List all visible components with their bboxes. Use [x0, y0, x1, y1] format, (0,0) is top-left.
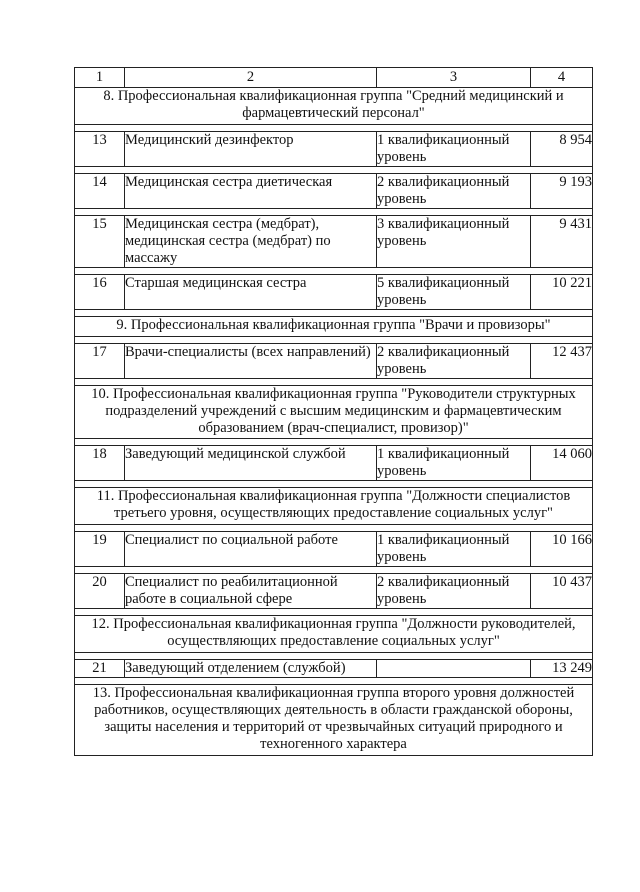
group-heading: 8. Профессиональная квалификационная группа "Средний медицинский и фармацевтический персонал": [75, 88, 593, 125]
qualification-level: 5 квалификационный уровень: [377, 275, 531, 310]
row-number: 19: [75, 532, 125, 567]
group-row: [75, 488, 593, 525]
qualification-level: 2 квалификационный уровень: [377, 574, 531, 609]
salary-value: 8 954: [531, 132, 593, 167]
row-number: 15: [75, 216, 125, 268]
table-row: [75, 275, 593, 310]
salary-value: 12 437: [531, 344, 593, 379]
table-row: [75, 574, 593, 609]
position-name: Старшая медицинская сестра: [125, 275, 377, 310]
salary-value: 9 193: [531, 174, 593, 209]
salary-value: 10 221: [531, 275, 593, 310]
salary-value: 14 060: [531, 446, 593, 481]
column-header-row: [75, 68, 593, 88]
qualification-level: 2 квалификационный уровень: [377, 174, 531, 209]
group-row: [75, 685, 593, 756]
group-heading: 9. Профессиональная квалификационная группа "Врачи и провизоры": [75, 317, 593, 337]
row-number: 18: [75, 446, 125, 481]
group-heading: 11. Профессиональная квалификационная группа "Должности специалистов третьего уровня, осуществляющих предоставление социальных услуг": [75, 488, 593, 525]
table-row: [75, 216, 593, 268]
row-number: 20: [75, 574, 125, 609]
qualification-level: 3 квалификационный уровень: [377, 216, 531, 268]
salary-value: 13 249: [531, 660, 593, 678]
table-row: [75, 446, 593, 481]
column-header: 3: [377, 68, 531, 88]
row-number: 13: [75, 132, 125, 167]
position-name: Специалист по социальной работе: [125, 532, 377, 567]
column-header: 4: [531, 68, 593, 88]
row-number: 14: [75, 174, 125, 209]
group-heading: 13. Профессиональная квалификационная группа второго уровня должностей работников, осуществляющих деятельность в области гражданской обороны, защиты населения и территорий от чрезвычайных ситуаций природного и техногенного характера: [75, 685, 593, 756]
qualification-level: 1 квалификационный уровень: [377, 132, 531, 167]
salary-value: 10 437: [531, 574, 593, 609]
group-row: [75, 317, 593, 337]
position-name: Заведующий медицинской службой: [125, 446, 377, 481]
salary-value: 10 166: [531, 532, 593, 567]
qualification-level: 1 квалификационный уровень: [377, 532, 531, 567]
position-name: Врачи-специалисты (всех направлений): [125, 344, 377, 379]
table-row: [75, 344, 593, 379]
row-number: 21: [75, 660, 125, 678]
position-name: Медицинская сестра диетическая: [125, 174, 377, 209]
qualification-level: 2 квалификационный уровень: [377, 344, 531, 379]
row-number: 17: [75, 344, 125, 379]
position-name: Медицинский дезинфектор: [125, 132, 377, 167]
group-row: [75, 616, 593, 653]
qualification-level: 1 квалификационный уровень: [377, 446, 531, 481]
position-name: Заведующий отделением (службой): [125, 660, 377, 678]
group-heading: 10. Профессиональная квалификационная группа "Руководители структурных подразделений учреждений с высшим медицинским и фармацевтическим образованием (врач-специалист, провизор)": [75, 386, 593, 439]
qualification-level: [377, 660, 531, 678]
table-row: [75, 174, 593, 209]
table-row: [75, 132, 593, 167]
row-number: 16: [75, 275, 125, 310]
table-row: [75, 532, 593, 567]
group-row: [75, 386, 593, 439]
column-header: 2: [125, 68, 377, 88]
salary-table: [74, 67, 593, 756]
salary-value: 9 431: [531, 216, 593, 268]
group-row: [75, 88, 593, 125]
position-name: Медицинская сестра (медбрат), медицинская сестра (медбрат) по массажу: [125, 216, 377, 268]
column-header: 1: [75, 68, 125, 88]
position-name: Специалист по реабилитационной работе в социальной сфере: [125, 574, 377, 609]
table-row: [75, 660, 593, 678]
group-heading: 12. Профессиональная квалификационная группа "Должности руководителей, осуществляющих предоставление социальных услуг": [75, 616, 593, 653]
